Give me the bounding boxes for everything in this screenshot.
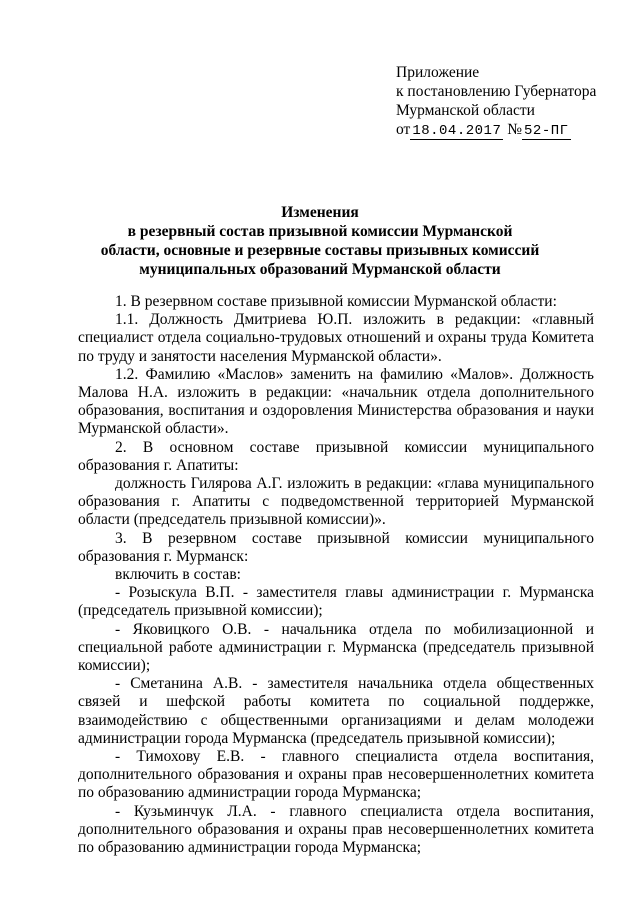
title-line-1: Изменения: [281, 204, 359, 221]
appendix-date-line: [396, 120, 596, 141]
paragraph: 1. В резервном составе призывной комиссии Мурманской области:: [115, 293, 557, 310]
title-line-4: муниципальных образований Мурманской области: [139, 261, 501, 278]
appendix-line-2: к постановлению Губернатора: [396, 83, 597, 100]
number-prefix: №: [507, 121, 523, 138]
document-title: [60, 203, 580, 279]
appendix-line-1: Приложение: [396, 64, 480, 81]
list-item: - Сметанина А.В. - заместителя начальника отдела общественных связей и шефской работы комитета по социальной поддержке, взаимодействию с общественными организациями и делам молодежи администрации города Мурманска (председатель призывной комиссии);: [78, 675, 594, 747]
list-item: - Розыскула В.П. - заместителя главы администрации г. Мурманска (председатель призывной комиссии);: [78, 584, 594, 620]
title-line-2: в резервный состав призывной комиссии Мурманской: [127, 223, 513, 240]
list-item: - Яковицкого О.В. - начальника отдела по мобилизационной и специальной работе администрации г. Мурманска (председатель призывной комиссии);: [78, 620, 594, 675]
list-item: - Кузьминчук Л.А. - главного специалиста отдела воспитания, дополнительного образования и охраны прав несовершеннолетних комитета по образованию администрации города Мурманска;: [78, 802, 594, 857]
document-body: [78, 293, 594, 857]
paragraph: включить в состав:: [115, 566, 241, 584]
paragraph: 3. В резервном составе призывной комиссии муниципального образования г. Мурманск:: [78, 529, 594, 565]
appendix-line-3: Мурманской области: [396, 102, 535, 119]
paragraph: 1.1. Должность Дмитриева Ю.П. изложить в редакции: «главный специалист отдела социально-трудовых отношений и охраны труда Комитета по труду и занятости населения Мурманской области».: [78, 311, 594, 365]
paragraph: должность Гилярова А.Г. изложить в редакции: «глава муниципального образования г. Апатиты с подведомственной территорией Мурманской области (председатель призывной комиссии)».: [78, 475, 594, 529]
decree-date: 18.04.2017: [412, 123, 502, 139]
paragraph: 1.2. Фамилию «Маслов» заменить на фамилию «Малов». Должность Малова Н.А. изложить в редакции: «начальник отдела дополнительного образования, воспитания и оздоровления Министерства образования и науки Мурманской области».: [78, 365, 594, 438]
list-item: - Тимохову Е.В. - главного специалиста отдела воспитания, дополнительного образования и охраны прав несовершеннолетних комитета по образованию администрации города Мурманска;: [78, 748, 594, 802]
title-line-3: области, основные и резервные составы призывных комиссий: [100, 242, 540, 259]
appendix-header: [396, 63, 596, 141]
date-prefix: от: [396, 121, 411, 138]
decree-number: 52-ПГ: [524, 123, 569, 139]
paragraph: 2. В основном составе призывной комиссии муниципального образования г. Апатиты:: [78, 438, 594, 474]
